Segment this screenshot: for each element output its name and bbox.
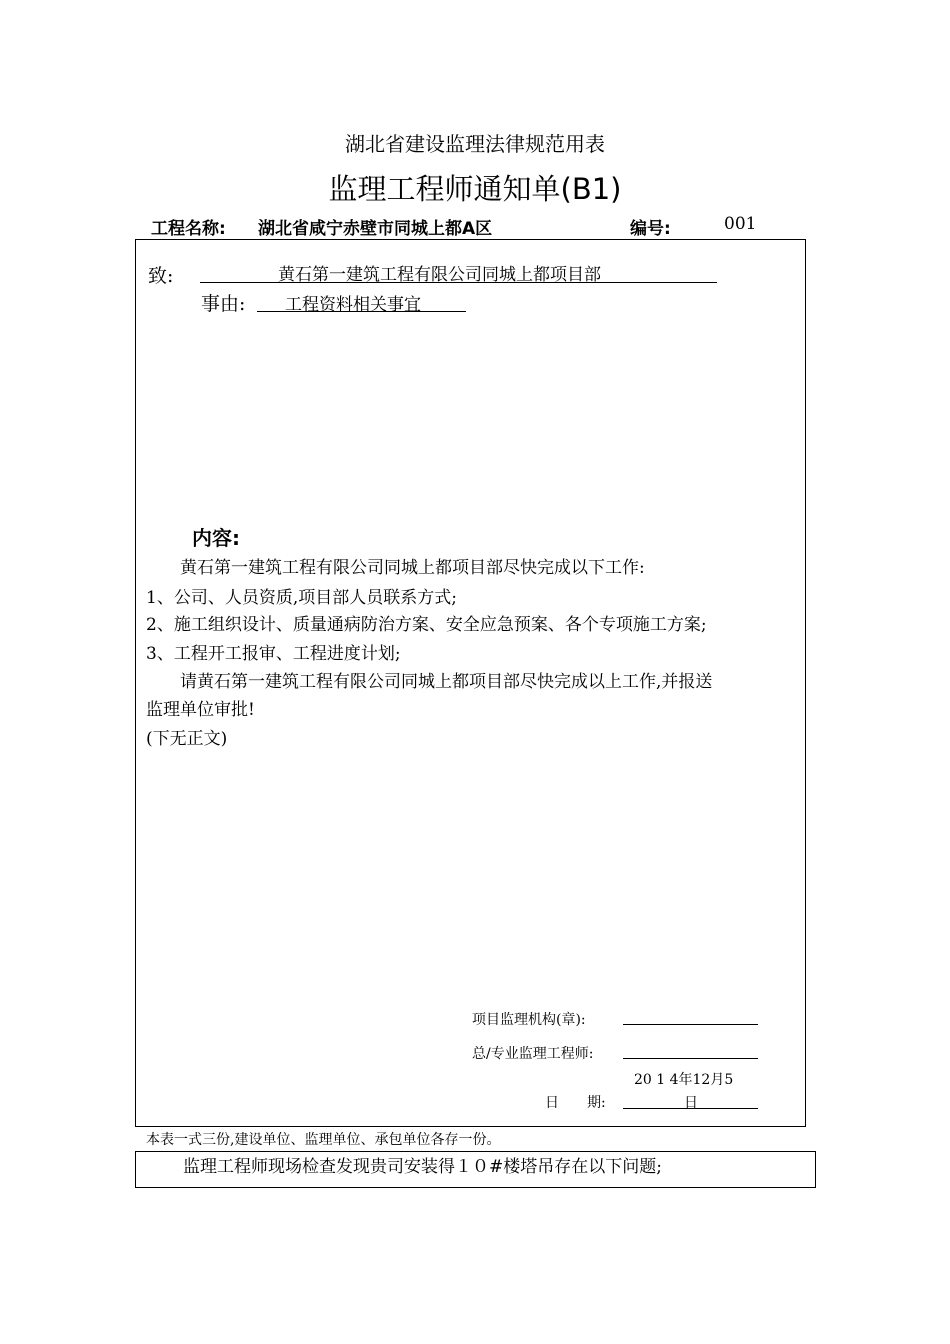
- content-line: 监理单位审批!: [146, 700, 255, 720]
- project-name-label: 工程名称:: [151, 219, 226, 239]
- to-value: 黄石第一建筑工程有限公司同城上都项目部: [278, 265, 601, 285]
- org-seal-line: [623, 1023, 758, 1025]
- date-value: 20 1 4年12月5: [634, 1072, 734, 1088]
- page-title: 监理工程师通知单(B1): [328, 172, 622, 206]
- form-subtitle: 湖北省建设监理法律规范用表: [345, 132, 605, 156]
- content-line: 请黄石第一建筑工程有限公司同城上都项目部尽快完成以上工作,并报送: [146, 672, 713, 692]
- number-value: 001: [724, 214, 757, 234]
- engineer-line: [623, 1057, 758, 1059]
- date-label: 日 期:: [545, 1095, 606, 1111]
- next-page-text: 监理工程师现场检查发现贵司安装得１０#楼塔吊存在以下问题;: [183, 1157, 662, 1177]
- to-label: 致:: [148, 265, 174, 287]
- project-name-value: 湖北省咸宁赤壁市同城上都A区: [258, 219, 493, 239]
- reason-field: [257, 290, 466, 315]
- date-line: [623, 1107, 758, 1109]
- org-seal-label: 项目监理机构(章):: [472, 1012, 586, 1028]
- content-line: (下无正文): [146, 729, 228, 749]
- date-day-suffix: 日: [684, 1095, 698, 1111]
- copies-note: 本表一式三份,建设单位、监理单位、承包单位各存一份。: [146, 1132, 501, 1148]
- content-line: 2、施工组织设计、质量通病防治方案、安全应急预案、各个专项施工方案;: [146, 615, 707, 635]
- number-label: 编号:: [630, 219, 671, 239]
- content-line: 1、公司、人员资质,项目部人员联系方式;: [146, 588, 457, 608]
- content-line: 3、工程开工报审、工程进度计划;: [146, 644, 401, 664]
- content-heading: 内容:: [192, 526, 240, 550]
- to-field: [200, 260, 717, 283]
- reason-label: 事由:: [201, 293, 246, 315]
- engineer-label: 总/专业监理工程师:: [472, 1046, 594, 1062]
- content-line: 黄石第一建筑工程有限公司同城上都项目部尽快完成以下工作:: [146, 558, 645, 578]
- reason-value: 工程资料相关事宜: [285, 295, 421, 315]
